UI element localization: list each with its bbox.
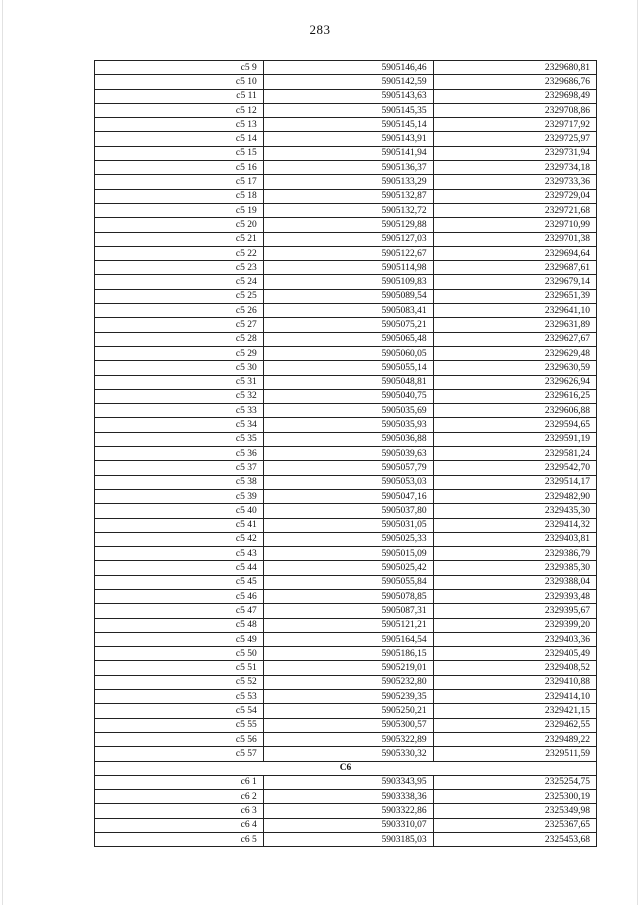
x-coordinate-cell: 5905219,01 [263, 661, 433, 675]
table-row [95, 690, 597, 704]
point-id-cell: с5 36 [95, 447, 264, 461]
x-coordinate-cell: 5905330,32 [263, 747, 433, 761]
table-row [95, 432, 597, 446]
table-row [95, 203, 597, 217]
x-coordinate-cell: 5905143,91 [263, 132, 433, 146]
point-id-cell: с6 3 [95, 804, 264, 818]
table-row [95, 275, 597, 289]
x-coordinate-cell: 5905133,29 [263, 175, 433, 189]
point-id-cell: с5 27 [95, 318, 264, 332]
table-row [95, 475, 597, 489]
y-coordinate-cell: 2329414,32 [433, 518, 596, 532]
point-id-cell: с5 44 [95, 561, 264, 575]
y-coordinate-cell: 2329734,18 [433, 161, 596, 175]
x-coordinate-cell: 5905109,83 [263, 275, 433, 289]
x-coordinate-cell: 5905142,59 [263, 75, 433, 89]
point-id-cell: с5 15 [95, 146, 264, 160]
x-coordinate-cell: 5903338,36 [263, 790, 433, 804]
x-coordinate-cell: 5905083,41 [263, 304, 433, 318]
table-row [95, 489, 597, 503]
point-id-cell: с5 39 [95, 489, 264, 503]
x-coordinate-cell: 5903322,86 [263, 804, 433, 818]
x-coordinate-cell: 5903185,03 [263, 833, 433, 847]
table-row [95, 132, 597, 146]
table-row [95, 518, 597, 532]
point-id-cell: с5 50 [95, 647, 264, 661]
table-row [95, 632, 597, 646]
y-coordinate-cell: 2329630,59 [433, 361, 596, 375]
x-coordinate-cell: 5905122,67 [263, 246, 433, 260]
table-row [95, 589, 597, 603]
y-coordinate-cell: 2325349,98 [433, 804, 596, 818]
table-row [95, 89, 597, 103]
x-coordinate-cell: 5903343,95 [263, 775, 433, 789]
point-id-cell: с5 56 [95, 732, 264, 746]
point-id-cell: с6 4 [95, 818, 264, 832]
y-coordinate-cell: 2329462,55 [433, 718, 596, 732]
point-id-cell: с5 29 [95, 346, 264, 360]
y-coordinate-cell: 2329542,70 [433, 461, 596, 475]
point-id-cell: с5 9 [95, 61, 264, 75]
table-row [95, 346, 597, 360]
point-id-cell: с5 45 [95, 575, 264, 589]
point-id-cell: с5 19 [95, 203, 264, 217]
x-coordinate-cell: 5905025,42 [263, 561, 433, 575]
x-coordinate-cell: 5905239,35 [263, 690, 433, 704]
table-row [95, 675, 597, 689]
point-id-cell: с5 52 [95, 675, 264, 689]
point-id-cell: с5 46 [95, 589, 264, 603]
y-coordinate-cell: 2329616,25 [433, 389, 596, 403]
table-row [95, 718, 597, 732]
table-row [95, 647, 597, 661]
point-id-cell: с5 35 [95, 432, 264, 446]
table-row [95, 318, 597, 332]
table-row [95, 804, 597, 818]
x-coordinate-cell: 5905232,80 [263, 675, 433, 689]
table-row [95, 289, 597, 303]
y-coordinate-cell: 2329721,68 [433, 203, 596, 217]
x-coordinate-cell: 5905040,75 [263, 389, 433, 403]
y-coordinate-cell: 2329698,49 [433, 89, 596, 103]
x-coordinate-cell: 5905037,80 [263, 504, 433, 518]
table-row [95, 447, 597, 461]
table-row [95, 389, 597, 403]
table-row [95, 418, 597, 432]
table-row [95, 575, 597, 589]
table-row [95, 461, 597, 475]
point-id-cell: с5 37 [95, 461, 264, 475]
x-coordinate-cell: 5905300,57 [263, 718, 433, 732]
y-coordinate-cell: 2329710,99 [433, 218, 596, 232]
point-id-cell: с5 31 [95, 375, 264, 389]
point-id-cell: с5 33 [95, 404, 264, 418]
scan-edge-right [637, 0, 638, 905]
y-coordinate-cell: 2329679,14 [433, 275, 596, 289]
y-coordinate-cell: 2329435,30 [433, 504, 596, 518]
table-row [95, 747, 597, 761]
point-id-cell: с5 53 [95, 690, 264, 704]
table-row [95, 618, 597, 632]
y-coordinate-cell: 2329385,30 [433, 561, 596, 575]
table-row [95, 833, 597, 847]
x-coordinate-cell: 5905036,88 [263, 432, 433, 446]
x-coordinate-cell: 5905145,14 [263, 118, 433, 132]
y-coordinate-cell: 2329686,76 [433, 75, 596, 89]
table-row [95, 118, 597, 132]
table-row [95, 189, 597, 203]
y-coordinate-cell: 2329393,48 [433, 589, 596, 603]
x-coordinate-cell: 5905145,35 [263, 103, 433, 117]
point-id-cell: с5 23 [95, 261, 264, 275]
x-coordinate-cell: 5905031,05 [263, 518, 433, 532]
table-row [95, 232, 597, 246]
point-id-cell: с5 13 [95, 118, 264, 132]
point-id-cell: с5 43 [95, 547, 264, 561]
point-id-cell: с5 11 [95, 89, 264, 103]
table-row [95, 790, 597, 804]
point-id-cell: с5 22 [95, 246, 264, 260]
table-row [95, 161, 597, 175]
x-coordinate-cell: 5905129,88 [263, 218, 433, 232]
x-coordinate-cell: 5905143,63 [263, 89, 433, 103]
point-id-cell: с5 14 [95, 132, 264, 146]
x-coordinate-cell: 5905186,15 [263, 647, 433, 661]
table-row [95, 103, 597, 117]
x-coordinate-cell: 5903310,07 [263, 818, 433, 832]
table-row [95, 504, 597, 518]
x-coordinate-cell: 5905078,85 [263, 589, 433, 603]
y-coordinate-cell: 2329581,24 [433, 447, 596, 461]
table-row [95, 332, 597, 346]
point-id-cell: с5 17 [95, 175, 264, 189]
x-coordinate-cell: 5905057,79 [263, 461, 433, 475]
y-coordinate-cell: 2329410,88 [433, 675, 596, 689]
y-coordinate-cell: 2329489,22 [433, 732, 596, 746]
x-coordinate-cell: 5905047,16 [263, 489, 433, 503]
point-id-cell: с5 25 [95, 289, 264, 303]
point-id-cell: с5 47 [95, 604, 264, 618]
x-coordinate-cell: 5905055,84 [263, 575, 433, 589]
x-coordinate-cell: 5905089,54 [263, 289, 433, 303]
x-coordinate-cell: 5905035,69 [263, 404, 433, 418]
table-row [95, 661, 597, 675]
y-coordinate-cell: 2329399,20 [433, 618, 596, 632]
section-header-row [95, 761, 597, 775]
point-id-cell: с5 26 [95, 304, 264, 318]
y-coordinate-cell: 2329694,64 [433, 246, 596, 260]
y-coordinate-cell: 2329594,65 [433, 418, 596, 432]
x-coordinate-cell: 5905035,93 [263, 418, 433, 432]
y-coordinate-cell: 2329717,92 [433, 118, 596, 132]
y-coordinate-cell: 2329641,10 [433, 304, 596, 318]
y-coordinate-cell: 2329687,61 [433, 261, 596, 275]
y-coordinate-cell: 2329405,49 [433, 647, 596, 661]
x-coordinate-cell: 5905060,05 [263, 346, 433, 360]
x-coordinate-cell: 5905121,21 [263, 618, 433, 632]
table-row [95, 75, 597, 89]
y-coordinate-cell: 2329408,52 [433, 661, 596, 675]
x-coordinate-cell: 5905250,21 [263, 704, 433, 718]
y-coordinate-cell: 2329403,36 [433, 632, 596, 646]
y-coordinate-cell: 2329606,88 [433, 404, 596, 418]
y-coordinate-cell: 2329403,81 [433, 532, 596, 546]
x-coordinate-cell: 5905075,21 [263, 318, 433, 332]
x-coordinate-cell: 5905065,48 [263, 332, 433, 346]
table-row [95, 246, 597, 260]
point-id-cell: с5 18 [95, 189, 264, 203]
x-coordinate-cell: 5905015,09 [263, 547, 433, 561]
y-coordinate-cell: 2329627,67 [433, 332, 596, 346]
x-coordinate-cell: 5905141,94 [263, 146, 433, 160]
point-id-cell: с6 2 [95, 790, 264, 804]
x-coordinate-cell: 5905025,33 [263, 532, 433, 546]
x-coordinate-cell: 5905087,31 [263, 604, 433, 618]
y-coordinate-cell: 2329733,36 [433, 175, 596, 189]
table-row [95, 261, 597, 275]
x-coordinate-cell: 5905132,72 [263, 203, 433, 217]
table-row [95, 375, 597, 389]
point-id-cell: с5 49 [95, 632, 264, 646]
point-id-cell: с6 5 [95, 833, 264, 847]
point-id-cell: с5 21 [95, 232, 264, 246]
table-row [95, 218, 597, 232]
table-row [95, 604, 597, 618]
point-id-cell: с5 28 [95, 332, 264, 346]
point-id-cell: с5 32 [95, 389, 264, 403]
y-coordinate-cell: 2329701,38 [433, 232, 596, 246]
coordinates-table [94, 60, 597, 847]
x-coordinate-cell: 5905146,46 [263, 61, 433, 75]
point-id-cell: с5 20 [95, 218, 264, 232]
coordinates-table-body [95, 61, 597, 847]
x-coordinate-cell: 5905114,98 [263, 261, 433, 275]
table-row [95, 561, 597, 575]
x-coordinate-cell: 5905136,37 [263, 161, 433, 175]
x-coordinate-cell: 5905039,63 [263, 447, 433, 461]
section-title: С6 [95, 761, 597, 775]
table-row [95, 775, 597, 789]
y-coordinate-cell: 2329514,17 [433, 475, 596, 489]
y-coordinate-cell: 2329414,10 [433, 690, 596, 704]
table-row [95, 361, 597, 375]
y-coordinate-cell: 2329386,79 [433, 547, 596, 561]
point-id-cell: с5 57 [95, 747, 264, 761]
table-row [95, 61, 597, 75]
table-row [95, 532, 597, 546]
x-coordinate-cell: 5905053,03 [263, 475, 433, 489]
x-coordinate-cell: 5905322,89 [263, 732, 433, 746]
scan-edge-left [2, 0, 3, 905]
table-row [95, 175, 597, 189]
point-id-cell: с5 42 [95, 532, 264, 546]
table-row [95, 547, 597, 561]
y-coordinate-cell: 2329680,81 [433, 61, 596, 75]
table-row [95, 146, 597, 160]
point-id-cell: с5 24 [95, 275, 264, 289]
point-id-cell: с5 41 [95, 518, 264, 532]
y-coordinate-cell: 2329388,04 [433, 575, 596, 589]
point-id-cell: с5 38 [95, 475, 264, 489]
point-id-cell: с5 54 [95, 704, 264, 718]
y-coordinate-cell: 2329629,48 [433, 346, 596, 360]
y-coordinate-cell: 2329731,94 [433, 146, 596, 160]
point-id-cell: с5 16 [95, 161, 264, 175]
point-id-cell: с5 12 [95, 103, 264, 117]
point-id-cell: с5 40 [95, 504, 264, 518]
x-coordinate-cell: 5905132,87 [263, 189, 433, 203]
table-row [95, 404, 597, 418]
y-coordinate-cell: 2329591,19 [433, 432, 596, 446]
y-coordinate-cell: 2325300,19 [433, 790, 596, 804]
y-coordinate-cell: 2329421,15 [433, 704, 596, 718]
point-id-cell: с5 48 [95, 618, 264, 632]
y-coordinate-cell: 2329482,90 [433, 489, 596, 503]
x-coordinate-cell: 5905055,14 [263, 361, 433, 375]
table-row [95, 304, 597, 318]
x-coordinate-cell: 5905127,03 [263, 232, 433, 246]
y-coordinate-cell: 2325367,65 [433, 818, 596, 832]
y-coordinate-cell: 2329511,59 [433, 747, 596, 761]
x-coordinate-cell: 5905164,54 [263, 632, 433, 646]
point-id-cell: с5 10 [95, 75, 264, 89]
table-row [95, 704, 597, 718]
y-coordinate-cell: 2329395,67 [433, 604, 596, 618]
y-coordinate-cell: 2329729,04 [433, 189, 596, 203]
y-coordinate-cell: 2329651,39 [433, 289, 596, 303]
x-coordinate-cell: 5905048,81 [263, 375, 433, 389]
y-coordinate-cell: 2329708,86 [433, 103, 596, 117]
table-row [95, 818, 597, 832]
y-coordinate-cell: 2329631,89 [433, 318, 596, 332]
table-row [95, 732, 597, 746]
point-id-cell: с5 30 [95, 361, 264, 375]
point-id-cell: с5 55 [95, 718, 264, 732]
y-coordinate-cell: 2325453,68 [433, 833, 596, 847]
y-coordinate-cell: 2329626,94 [433, 375, 596, 389]
page-number: 283 [309, 22, 331, 37]
point-id-cell: с5 34 [95, 418, 264, 432]
point-id-cell: с5 51 [95, 661, 264, 675]
point-id-cell: с6 1 [95, 775, 264, 789]
y-coordinate-cell: 2329725,97 [433, 132, 596, 146]
y-coordinate-cell: 2325254,75 [433, 775, 596, 789]
